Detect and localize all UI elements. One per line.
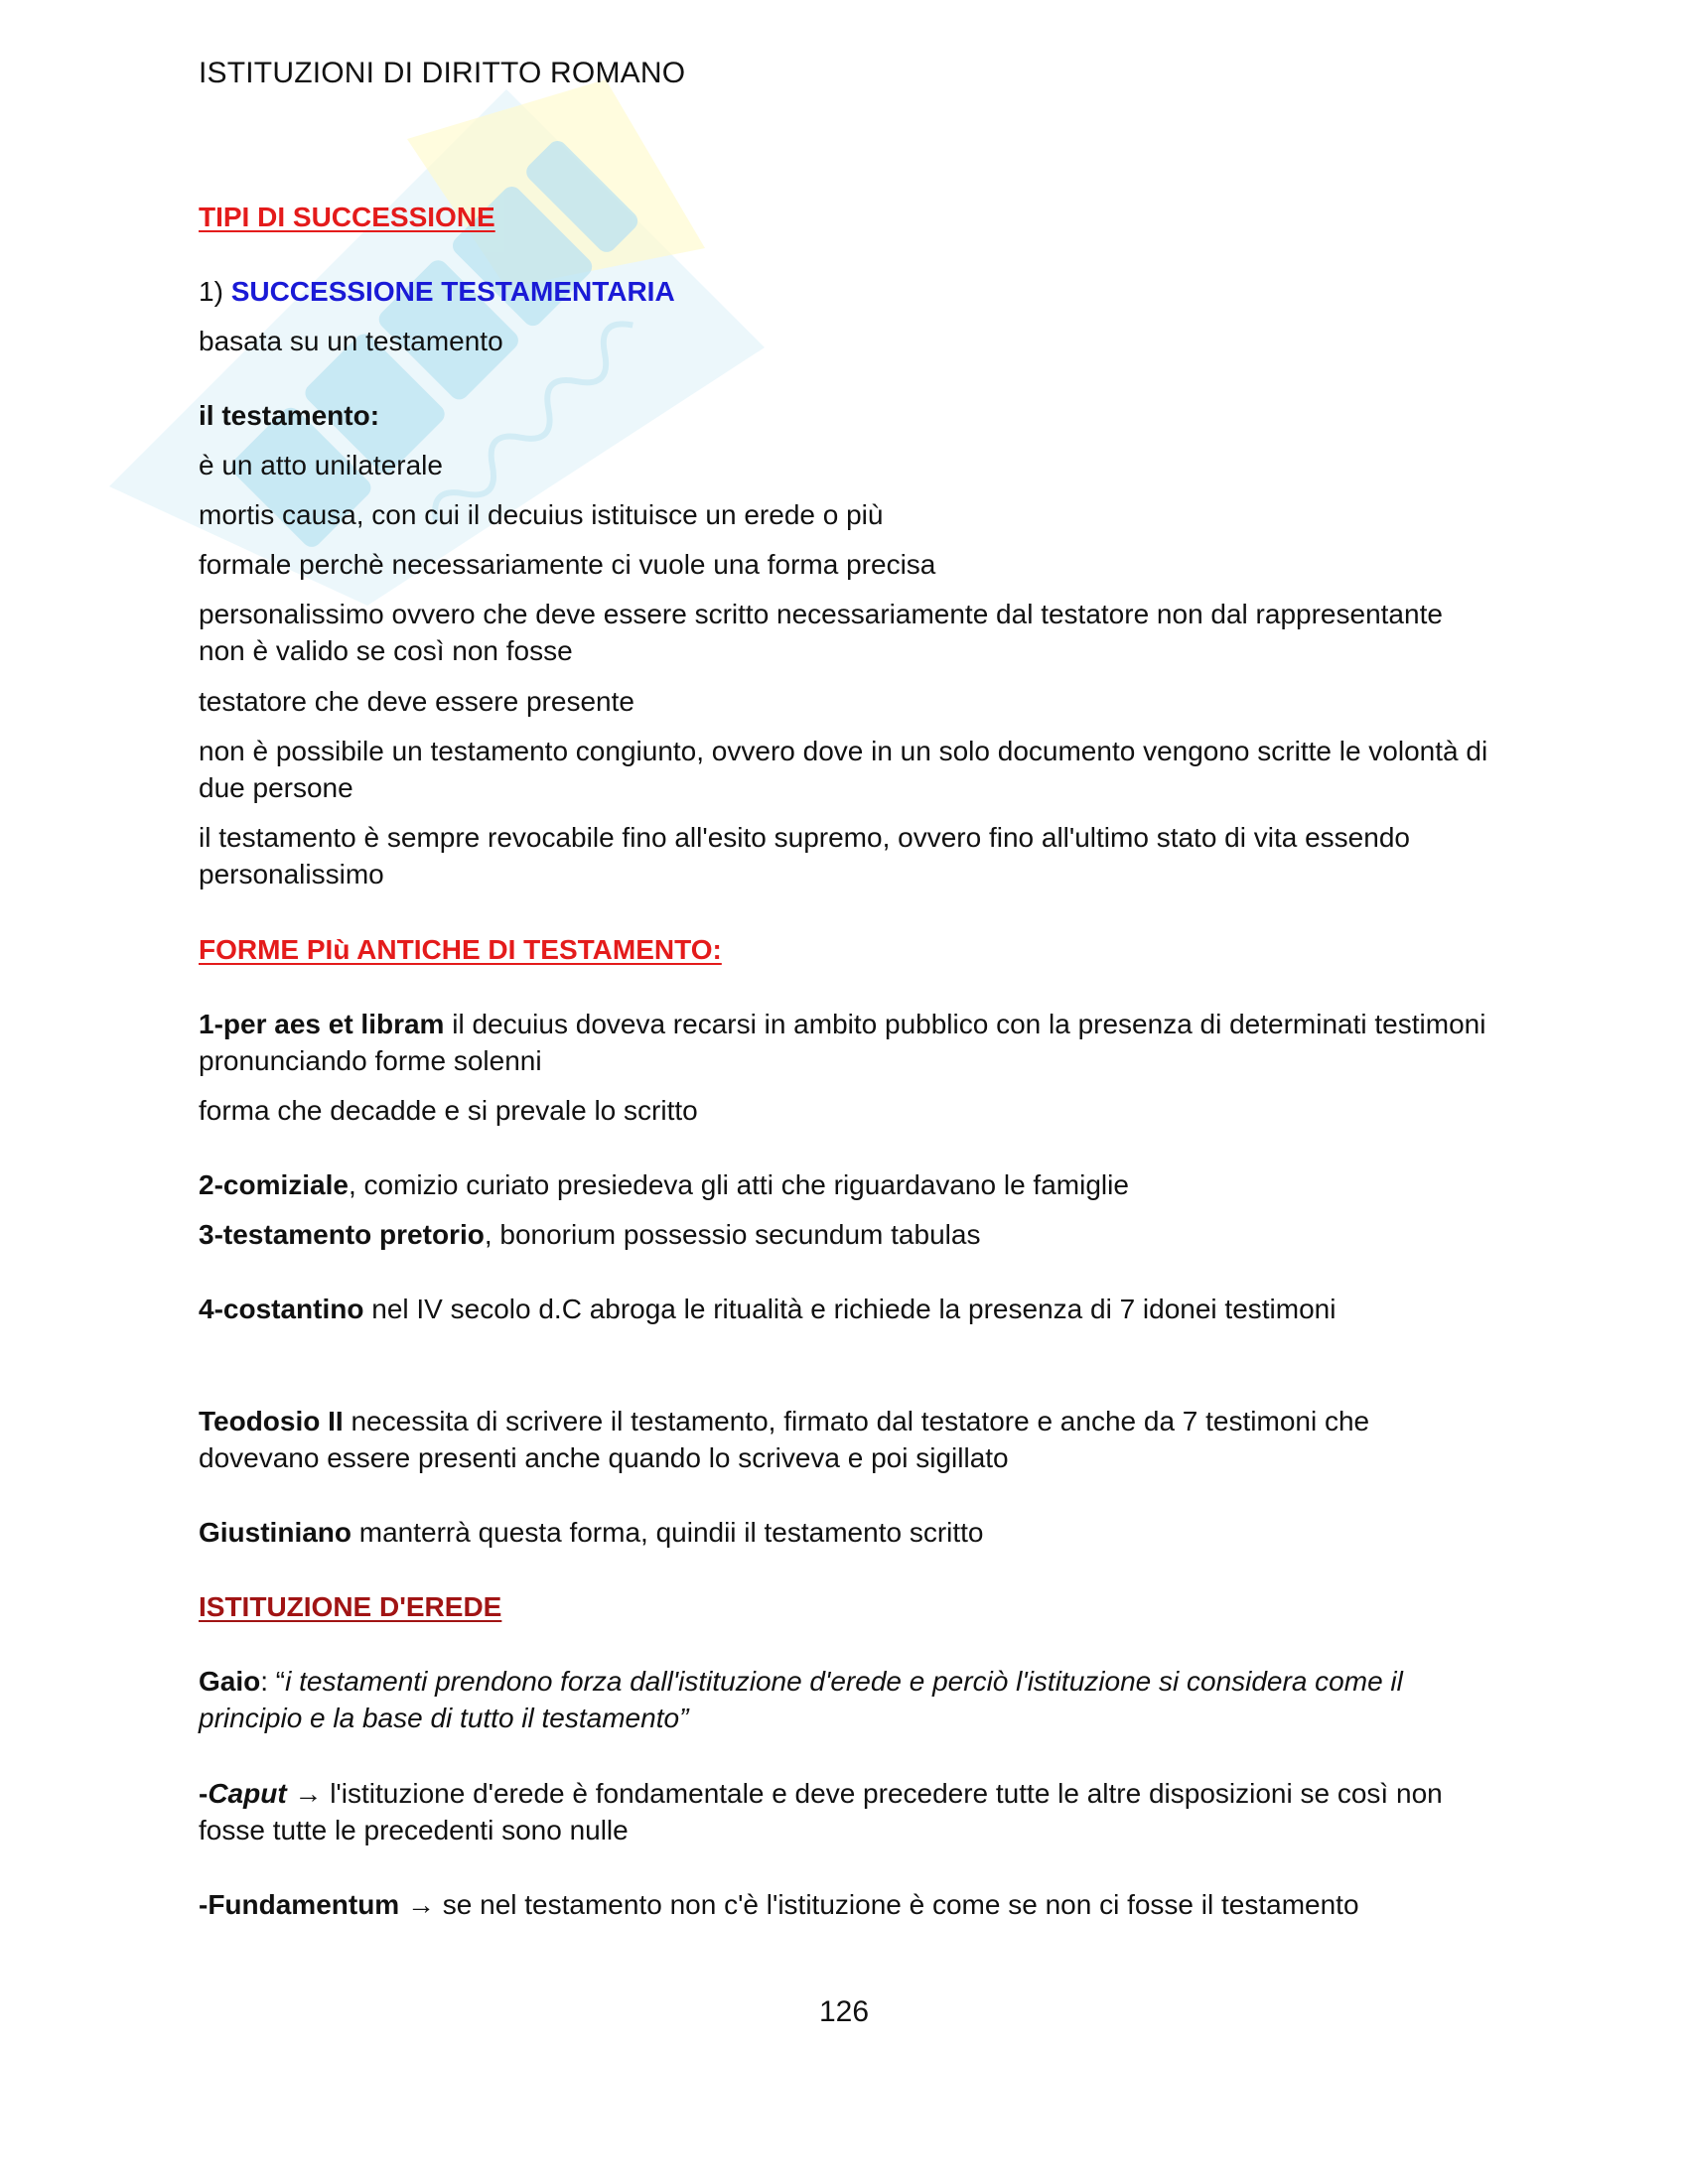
caput-paragraph xyxy=(199,1775,1489,1848)
forma-label: 4-costantino xyxy=(199,1294,364,1324)
testamento-line: non è possibile un testamento congiunto, ovvero dove in un solo documento vengono scritte le volontà di due persone xyxy=(199,736,1488,803)
forma-text: il decuius doveva recarsi in ambito pubblico con la presenza di determinati testimoni pronunciando forme solenni xyxy=(199,1009,1486,1076)
forma-item xyxy=(199,1006,1489,1079)
subsection-heading: SUCCESSIONE TESTAMENTARIA xyxy=(230,276,675,307)
caput-dash: - xyxy=(199,1778,209,1809)
forma-label: 1-per aes et libram xyxy=(199,1009,445,1039)
giustiniano-label: Giustiniano xyxy=(199,1517,352,1548)
fundamentum-text: → se nel testamento non c'è l'istituzione è come se non ci fosse il testamento xyxy=(399,1889,1359,1920)
testamento-line: è un atto unilaterale xyxy=(199,450,443,480)
testamento-line: mortis causa, con cui il decuius istituisce un erede o più xyxy=(199,499,884,530)
forma-text: nel IV secolo d.C abroga le ritualità e richiede la presenza di 7 idonei testimoni xyxy=(363,1294,1336,1324)
forma-item xyxy=(199,1166,1129,1203)
page-header: ISTITUZIONI DI DIRITTO ROMANO xyxy=(199,57,686,89)
fundamentum-paragraph xyxy=(199,1886,1359,1923)
giustiniano-text: manterrà questa forma, quindii il testamento scritto xyxy=(352,1517,984,1548)
section-heading-forme: FORME PIù ANTICHE DI TESTAMENTO: xyxy=(199,934,722,965)
fundamentum-label: -Fundamentum xyxy=(199,1889,400,1920)
forma-text: forma che decadde e si prevale lo scritto xyxy=(199,1095,698,1126)
forma-item xyxy=(199,1291,1336,1327)
forma-item xyxy=(199,1092,698,1129)
gaio-quote xyxy=(199,1663,1489,1736)
forma-label: 3-testamento pretorio xyxy=(199,1219,485,1250)
subsection-number: 1) xyxy=(199,276,231,307)
subsection-desc: basata su un testamento xyxy=(199,326,503,356)
forma-label: 2-comiziale xyxy=(199,1169,349,1200)
section-heading-istituzione: ISTITUZIONE D'EREDE xyxy=(199,1591,502,1622)
gaio-quote-text: i testamenti prendono forza dall'istituzione d'erede e perciò l'istituzione si considera come il principio e la base di tutto il testamento xyxy=(199,1666,1403,1733)
caput-label: Caput xyxy=(208,1778,287,1809)
forma-text: , bonorium possessio secundum tabulas xyxy=(484,1219,981,1250)
teodosio-paragraph xyxy=(199,1403,1489,1476)
gaio-quote-close: ” xyxy=(679,1703,689,1733)
page-number: 126 xyxy=(818,1995,870,2028)
testamento-line: personalissimo ovvero che deve essere scritto necessariamente dal testatore non dal rappresentante non è valido se così non fosse xyxy=(199,599,1443,666)
testamento-line: formale perchè necessariamente ci vuole una forma precisa xyxy=(199,549,936,580)
testamento-line: testatore che deve essere presente xyxy=(199,686,634,717)
gaio-separator: : “ xyxy=(260,1666,286,1697)
subsection-title xyxy=(199,273,675,310)
testamento-title: il testamento: xyxy=(199,400,380,431)
forma-text: , comizio curiato presiedeva gli atti che riguardavano le famiglie xyxy=(348,1169,1129,1200)
testamento-line: il testamento è sempre revocabile fino all'esito supremo, ovvero fino all'ultimo stato di vita essendo personalissimo xyxy=(199,822,1410,889)
teodosio-label: Teodosio II xyxy=(199,1406,344,1436)
teodosio-text: necessita di scrivere il testamento, firmato dal testatore e anche da 7 testimoni che dovevano essere presenti anche quando lo scriveva e poi sigillato xyxy=(199,1406,1370,1473)
caput-text: → l'istituzione d'erede è fondamentale e deve precedere tutte le altre disposizioni se così non fosse tutte le precedenti sono nulle xyxy=(199,1778,1443,1845)
forma-item xyxy=(199,1216,980,1253)
gaio-label: Gaio xyxy=(199,1666,261,1697)
giustiniano-paragraph xyxy=(199,1514,984,1551)
section-heading-tipi: TIPI DI SUCCESSIONE xyxy=(199,202,495,232)
